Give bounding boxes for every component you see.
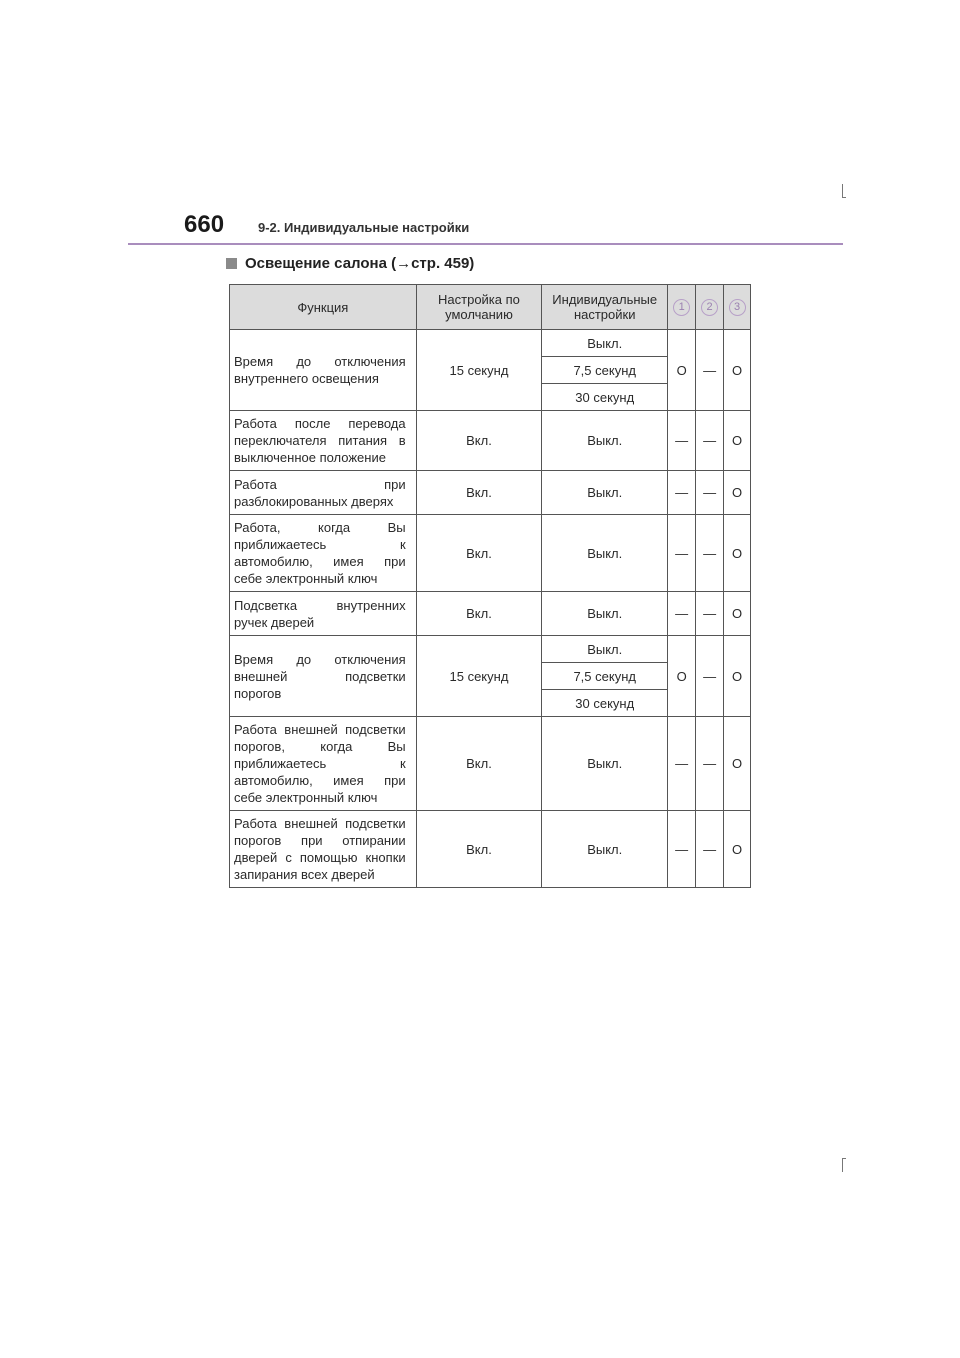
- function-cell: [230, 515, 417, 592]
- function-line: Время до отключения: [234, 354, 406, 369]
- function-line: себе электронный ключ: [234, 790, 378, 805]
- function-line: внешней подсветки: [234, 668, 406, 684]
- function-cell: [230, 411, 417, 471]
- mark-cell-m3: O: [724, 330, 751, 411]
- table-row: [230, 592, 751, 636]
- function-line: приближаетесь к: [234, 756, 406, 771]
- mark-cell-m2: —: [696, 592, 724, 636]
- mark-cell-m2: —: [696, 636, 724, 717]
- mark-cell-m1: —: [668, 811, 696, 888]
- function-line: приближаетесь к: [234, 537, 406, 552]
- mark-cell-m3: O: [724, 592, 751, 636]
- option-cell: Выкл.: [542, 411, 668, 471]
- function-line: ручек дверей: [234, 614, 315, 630]
- option-cell: Выкл.: [542, 717, 668, 811]
- default-cell: Вкл.: [416, 515, 542, 592]
- table-row: [230, 330, 751, 357]
- mark-cell-m2: —: [696, 471, 724, 515]
- function-line: Работа внешней подсветки: [234, 816, 406, 831]
- function-cell: [230, 592, 417, 636]
- default-cell: Вкл.: [416, 717, 542, 811]
- mark-cell-m3: O: [724, 411, 751, 471]
- function-line: разблокированных дверях: [234, 493, 394, 509]
- function-line: Подсветка внутренних: [234, 597, 406, 613]
- header-default: Настройка по умолчанию: [416, 285, 542, 330]
- option-cell: Выкл.: [542, 592, 668, 636]
- mark-cell-m3: O: [724, 717, 751, 811]
- function-line: запирания всех дверей: [234, 867, 375, 882]
- table-header-row: [230, 285, 751, 330]
- header-custom: Индивидуальные настройки: [542, 285, 668, 330]
- default-cell: Вкл.: [416, 592, 542, 636]
- default-cell: 15 секунд: [416, 330, 542, 411]
- header-rule: [128, 243, 843, 245]
- mark-cell-m3: O: [724, 515, 751, 592]
- option-cell: 7,5 секунд: [542, 663, 668, 690]
- mark-cell-m2: —: [696, 717, 724, 811]
- mark-cell-m1: O: [668, 330, 696, 411]
- crop-mark: [842, 197, 846, 198]
- table-row: [230, 411, 751, 471]
- mark-cell-m1: —: [668, 411, 696, 471]
- option-cell: Выкл.: [542, 636, 668, 663]
- function-line: Работа при: [234, 476, 406, 492]
- circled-1-icon: 1: [673, 299, 690, 316]
- option-cell: Выкл.: [542, 811, 668, 888]
- mark-cell-m1: O: [668, 636, 696, 717]
- function-cell: [230, 636, 417, 717]
- default-cell: Вкл.: [416, 411, 542, 471]
- header-col3: [724, 285, 751, 330]
- default-cell: Вкл.: [416, 811, 542, 888]
- crop-mark: [842, 184, 843, 198]
- mark-cell-m1: —: [668, 515, 696, 592]
- circled-3-icon: 3: [729, 299, 746, 316]
- function-line: Работа, когда Вы: [234, 520, 406, 535]
- default-cell: 15 секунд: [416, 636, 542, 717]
- function-cell: [230, 811, 417, 888]
- settings-table: [229, 284, 751, 888]
- mark-cell-m2: —: [696, 515, 724, 592]
- function-line: Время до отключения: [234, 651, 406, 667]
- function-line: внутреннего освещения: [234, 371, 379, 386]
- function-line: себе электронный ключ: [234, 571, 378, 586]
- circled-2-icon: 2: [701, 299, 718, 316]
- mark-cell-m2: —: [696, 811, 724, 888]
- function-cell: [230, 330, 417, 411]
- chapter-title: 9-2. Индивидуальные настройки: [258, 220, 470, 235]
- option-cell: 7,5 секунд: [542, 357, 668, 384]
- function-cell: [230, 717, 417, 811]
- page-number: 660: [184, 211, 225, 238]
- arrow-icon: →: [396, 255, 412, 272]
- table-row: [230, 636, 751, 663]
- square-bullet-icon: [226, 258, 237, 269]
- table-body: [230, 330, 751, 888]
- header-function: Функция: [230, 285, 417, 330]
- option-cell: Выкл.: [542, 515, 668, 592]
- mark-cell-m2: —: [696, 411, 724, 471]
- mark-cell-m1: —: [668, 717, 696, 811]
- function-line: автомобилю, имея при: [234, 773, 406, 788]
- header-col1: [668, 285, 696, 330]
- function-line: порогов при отпирании: [234, 833, 406, 848]
- section-title: Освещение салона (: [245, 255, 397, 272]
- function-cell: [230, 471, 417, 515]
- function-line: автомобилю, имея при: [234, 554, 406, 569]
- mark-cell-m1: —: [668, 471, 696, 515]
- function-line: дверей с помощью кнопки: [234, 850, 406, 865]
- section-heading: [226, 255, 474, 272]
- table-row: [230, 811, 751, 888]
- function-line: Работа после перевода: [234, 416, 406, 431]
- option-cell: Выкл.: [542, 471, 668, 515]
- mark-cell-m1: —: [668, 592, 696, 636]
- table-row: [230, 515, 751, 592]
- function-line: Работа внешней подсветки: [234, 722, 406, 737]
- crop-mark: [842, 1158, 843, 1172]
- mark-cell-m3: O: [724, 471, 751, 515]
- table-row: [230, 471, 751, 515]
- function-line: порогов: [234, 685, 282, 701]
- option-cell: Выкл.: [542, 330, 668, 357]
- option-cell: 30 секунд: [542, 690, 668, 717]
- option-cell: 30 секунд: [542, 384, 668, 411]
- mark-cell-m3: O: [724, 811, 751, 888]
- function-line: выключенное положение: [234, 450, 386, 465]
- header-col2: [696, 285, 724, 330]
- function-line: порогов, когда Вы: [234, 739, 406, 754]
- table-row: [230, 717, 751, 811]
- function-line: переключателя питания в: [234, 433, 406, 448]
- default-cell: Вкл.: [416, 471, 542, 515]
- crop-mark: [842, 1158, 846, 1159]
- mark-cell-m2: —: [696, 330, 724, 411]
- mark-cell-m3: O: [724, 636, 751, 717]
- section-ref: стр. 459): [411, 255, 475, 272]
